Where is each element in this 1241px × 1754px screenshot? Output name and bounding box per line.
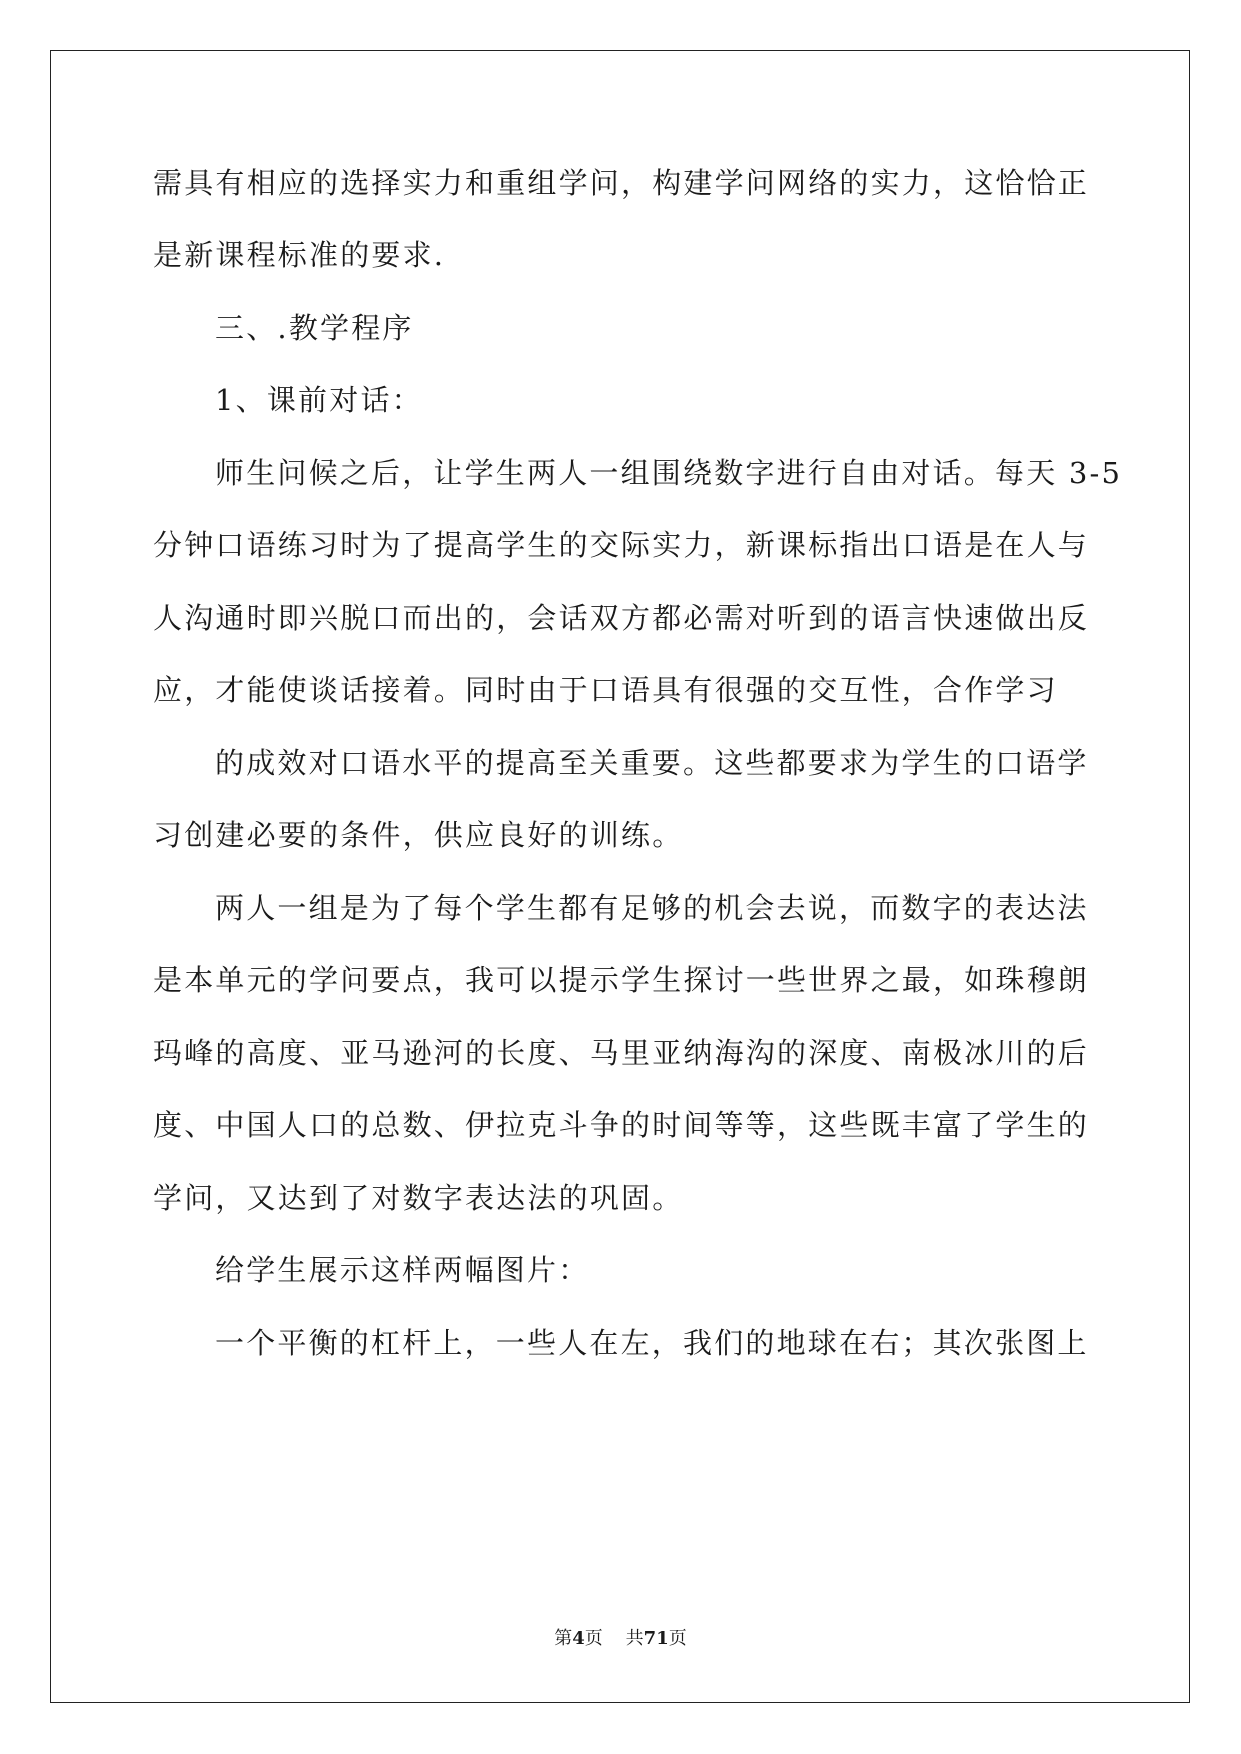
footer-total-prefix: 共 [625, 1628, 644, 1649]
footer-prefix: 第 [554, 1628, 573, 1649]
text-line: 给学生展示这样两幅图片： [215, 1253, 590, 1287]
page-number: 4 [572, 1628, 585, 1649]
text-line: 学问，又达到了对数字表达法的巩固。 [153, 1181, 684, 1215]
text-line: 师生问候之后，让学生两人一组围绕数字进行自由对话。每天 3-5 [215, 456, 1123, 490]
text-line: 的成效对口语水平的提高至关重要。这些都要求为学生的口语学 [215, 746, 1089, 780]
text-line: 习创建必要的条件，供应良好的训练。 [153, 818, 684, 852]
section-heading: 三、.教学程序 [215, 311, 414, 345]
text-line: 度、中国人口的总数、伊拉克斗争的时间等等，这些既丰富了学生的 [153, 1108, 1090, 1142]
footer-page-unit: 页 [584, 1628, 603, 1649]
text-line: 玛峰的高度、亚马逊河的长度、马里亚纳海沟的深度、南极冰川的后 [153, 1036, 1090, 1070]
footer-total-unit: 页 [668, 1628, 687, 1649]
text-line: 是本单元的学问要点，我可以提示学生探讨一些世界之最，如珠穆朗 [153, 963, 1090, 997]
text-line: 一个平衡的杠杆上，一些人在左，我们的地球在右；其次张图上 [215, 1326, 1089, 1360]
text-line: 分钟口语练习时为了提高学生的交际实力，新课标指出口语是在人与 [153, 528, 1090, 562]
total-pages: 71 [643, 1628, 669, 1649]
page-footer [0, 1624, 1241, 1650]
text-line: 是新课程标准的要求. [153, 238, 446, 272]
text-line: 人沟通时即兴脱口而出的，会话双方都必需对听到的语言快速做出反 [153, 601, 1090, 635]
text-line: 两人一组是为了每个学生都有足够的机会去说，而数字的表达法 [215, 891, 1089, 925]
text-line: 应，才能使谈话接着。同时由于口语具有很强的交互性，合作学习 [153, 673, 1058, 707]
text-line: 需具有相应的选择实力和重组学问，构建学问网络的实力，这恰恰正 [153, 166, 1090, 200]
subsection-heading: 1、课前对话： [215, 383, 423, 417]
page-border [50, 50, 1190, 1703]
